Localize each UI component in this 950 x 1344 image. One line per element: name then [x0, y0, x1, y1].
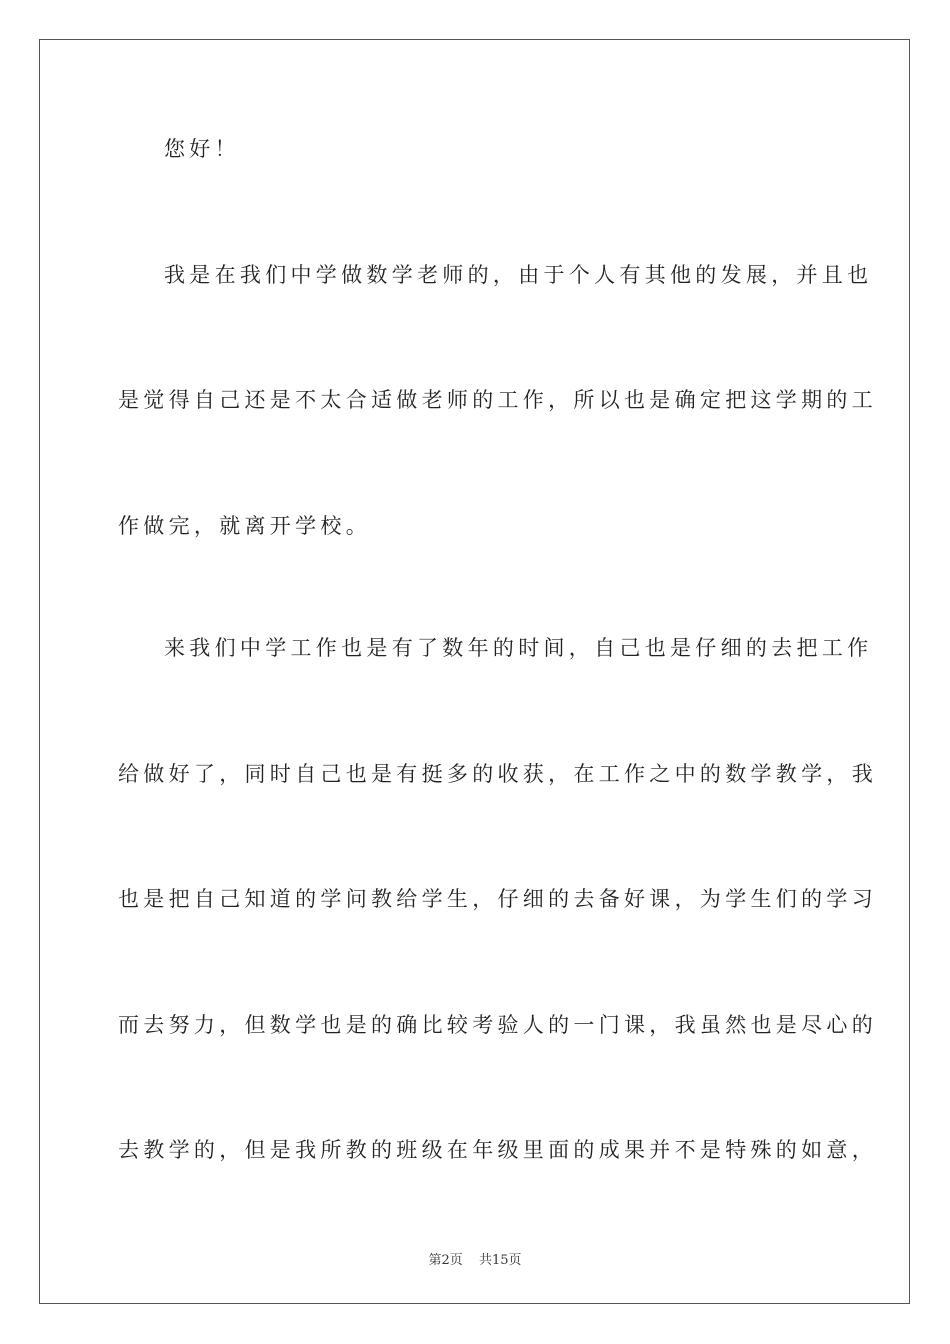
paragraph-line: 是觉得自己还是不太合适做老师的工作，所以也是确定把这学期的工 — [118, 388, 877, 412]
paragraph-line: 我是在我们中学做数学老师的，由于个人有其他的发展，并且也 — [164, 263, 873, 287]
page-total: 共15页 — [478, 1253, 522, 1268]
paragraph-line: 来我们中学工作也是有了数年的时间，自己也是仔细的去把工作 — [164, 636, 873, 660]
paragraph-line: 而去努力，但数学也是的确比较考验人的一门课，我虽然也是尽心的 — [118, 1013, 877, 1037]
page-footer — [0, 1249, 950, 1268]
greeting-line: 您好！ — [164, 137, 240, 161]
page-frame — [39, 39, 910, 1304]
paragraph-line: 给做好了，同时自己也是有挺多的收获，在工作之中的数学教学，我 — [118, 762, 877, 786]
paragraph-line: 去教学的，但是我所教的班级在年级里面的成果并不是特殊的如意， — [118, 1138, 877, 1162]
paragraph-line: 也是把自己知道的学问教给学生，仔细的去备好课，为学生们的学习 — [118, 887, 877, 911]
paragraph-line: 作做完，就离开学校。 — [118, 514, 371, 538]
page-number: 第2页 — [428, 1253, 463, 1268]
